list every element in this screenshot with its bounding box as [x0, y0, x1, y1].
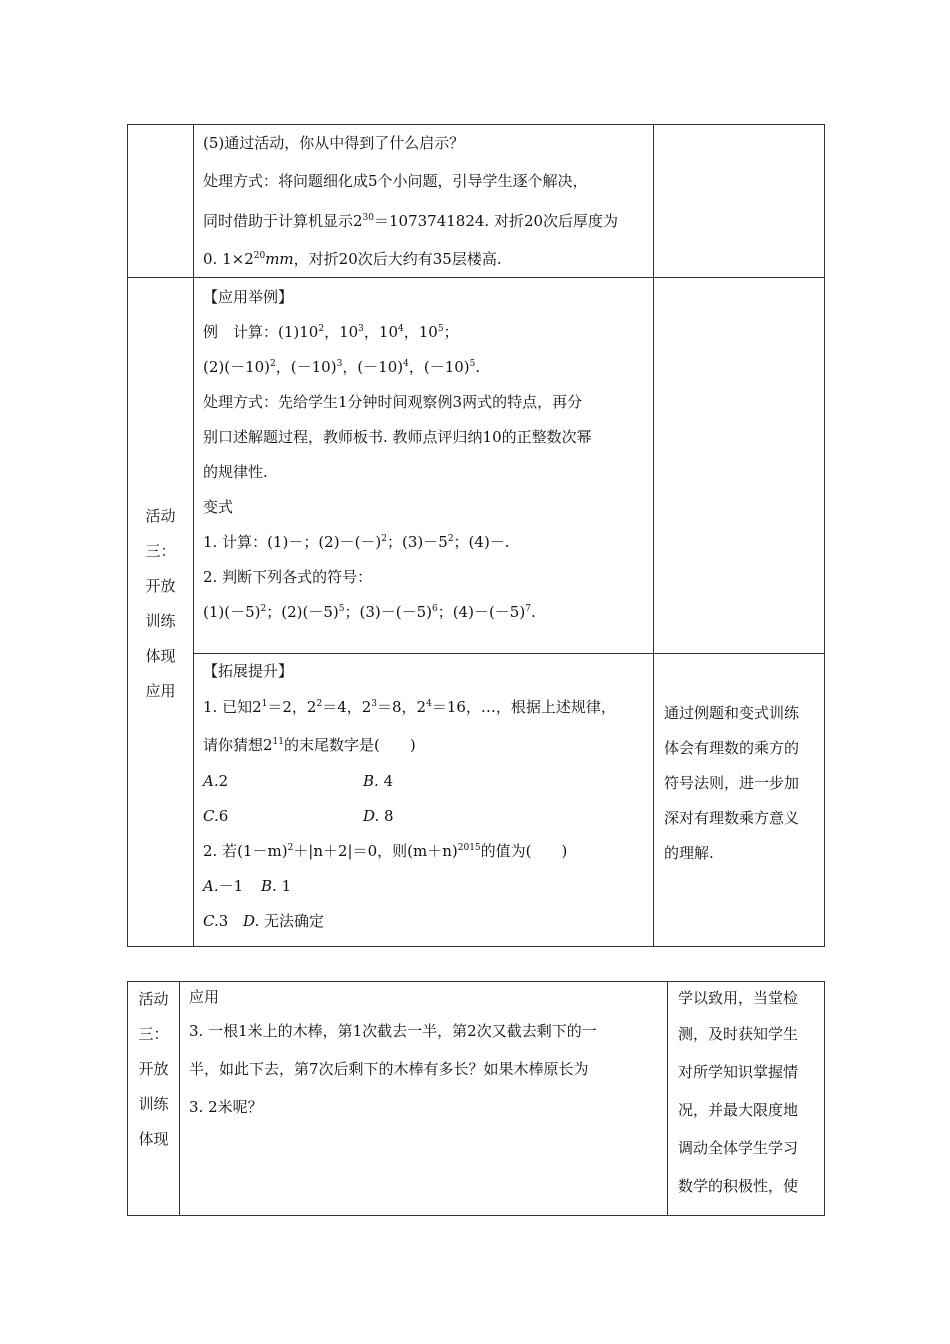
lesson-table-1 [127, 124, 825, 947]
table2-note-4: 况，并最大限度地 [678, 1101, 799, 1119]
table2-row [128, 982, 825, 1216]
q1-option-c: C.6 [203, 807, 229, 825]
table2-content-cell [180, 982, 668, 1216]
activity-question: (5)通过活动，你从中得到了什么启示？ [203, 134, 465, 152]
table2-note-1: 学以致用，当堂检 [678, 989, 799, 1007]
extension-cell [194, 654, 654, 947]
row1-label-cell [128, 125, 194, 278]
stick-question-line-3: 3. 2米呢？ [189, 1098, 263, 1116]
table1-row2 [128, 278, 825, 654]
q2-option-c: C.3 [203, 912, 229, 930]
note-line-5: 的理解. [664, 844, 714, 862]
application-heading: 【应用举例】 [203, 288, 294, 306]
variant-question-1: 1. 计算：(1)－；$(2)-(-)^2$；$(3)-5^2$；(4)－. [203, 533, 510, 551]
table2-note-3: 对所学知识掌握情 [678, 1063, 799, 1081]
row2-note-cell [654, 278, 825, 654]
note-line-1: 通过例题和变式训练 [664, 704, 800, 722]
q1-options-row-1 [194, 764, 653, 799]
q1-option-d: D. 8 [363, 807, 394, 825]
process-method-line: 处理方式：将问题细化成5个小问题，引导学生逐个解决， [203, 172, 588, 190]
stick-question-line-1: 3. 一根1米上的木棒，第1次截去一半，第2次又截去剩下的一 [189, 1022, 597, 1040]
extension-note-cell [654, 654, 825, 947]
application-examples-cell [194, 278, 654, 654]
note-line-4: 深对有理数乘方意义 [664, 809, 800, 827]
table1-row3 [128, 654, 825, 947]
variant-question-2-items: $(1)(-5)^2$；$(2)(-5)^5$；$(3)-(-5)^6$；$(4)-(-5)^7$. [203, 603, 536, 621]
table1-row1 [128, 125, 825, 278]
example-line-2: $(2)(-10)^2$，$(-10)^3$，$(-10)^4$，$(-10)^5$. [203, 358, 481, 376]
q2-options-row-1 [194, 869, 653, 904]
q2-option-d: D. 无法确定 [243, 912, 325, 930]
variant-title: 变式 [203, 498, 234, 516]
q1-option-a: A.2 [203, 772, 229, 790]
computer-display-line: 同时借助于计算机显示$2^{30}=1073741824$. 对折20次后厚度为 [203, 212, 619, 230]
lesson-table-2 [127, 981, 825, 1216]
method-line-3: 的规律性. [203, 463, 268, 481]
activity-label-cell [128, 278, 194, 947]
q2-option-a: A.－1 [203, 877, 244, 895]
extension-heading: 【拓展提升】 [203, 662, 294, 680]
thickness-line: 0. $1\times 2^{20}mm$，对折20次后大约有35层楼高. [203, 250, 502, 268]
q2-option-b: B. 1 [261, 877, 292, 895]
example-line-1: 例 计算：$(1)10^2$，$10^3$，$10^4$，$10^5$； [203, 323, 459, 341]
note-line-3: 符号法则，进一步加 [664, 774, 800, 792]
row1-note-cell [654, 125, 825, 278]
table2-note-2: 测，及时获知学生 [678, 1025, 799, 1043]
table2-label-cell: 活动 三： 开放 训练 体现 [128, 982, 180, 1216]
stick-question-line-2: 半，如此下去，第7次后剩下的木棒有多长？如果木棒原长为 [189, 1060, 589, 1078]
application-label: 应用 [189, 988, 220, 1006]
extension-question-1: 1. 已知$2^1=2$，$2^2=4$，$2^3=8$，$2^4=16$，…，根据上述规律， [203, 698, 616, 716]
activity-label: 活动 三： 开放 训练 体现 应用 [145, 507, 176, 700]
table2-note-cell [668, 982, 825, 1216]
extension-question-2: 2. 若$(1-m)^2+|n+2|=0$，则$(m+n)^{2015}$的值为( ) [203, 842, 568, 860]
table2-note-6: 数学的积极性，使 [678, 1177, 799, 1195]
row1-content-cell [194, 125, 654, 278]
q1-option-b: B. 4 [363, 772, 394, 790]
q2-options-row-2 [194, 904, 653, 939]
variant-question-2: 2. 判断下列各式的符号： [203, 568, 373, 586]
q1-options-row-2 [194, 799, 653, 834]
table2-note-5: 调动全体学生学习 [678, 1139, 799, 1157]
method-line-1: 处理方式：先给学生1分钟时间观察例3两式的特点，再分 [203, 393, 583, 411]
extension-question-1b: 请你猜想$2^{11}$的末尾数字是( ) [203, 736, 416, 754]
note-line-2: 体会有理数的乘方的 [664, 739, 800, 757]
method-line-2: 别口述解题过程，教师板书. 教师点评归纳10的正整数次幂 [203, 428, 592, 446]
